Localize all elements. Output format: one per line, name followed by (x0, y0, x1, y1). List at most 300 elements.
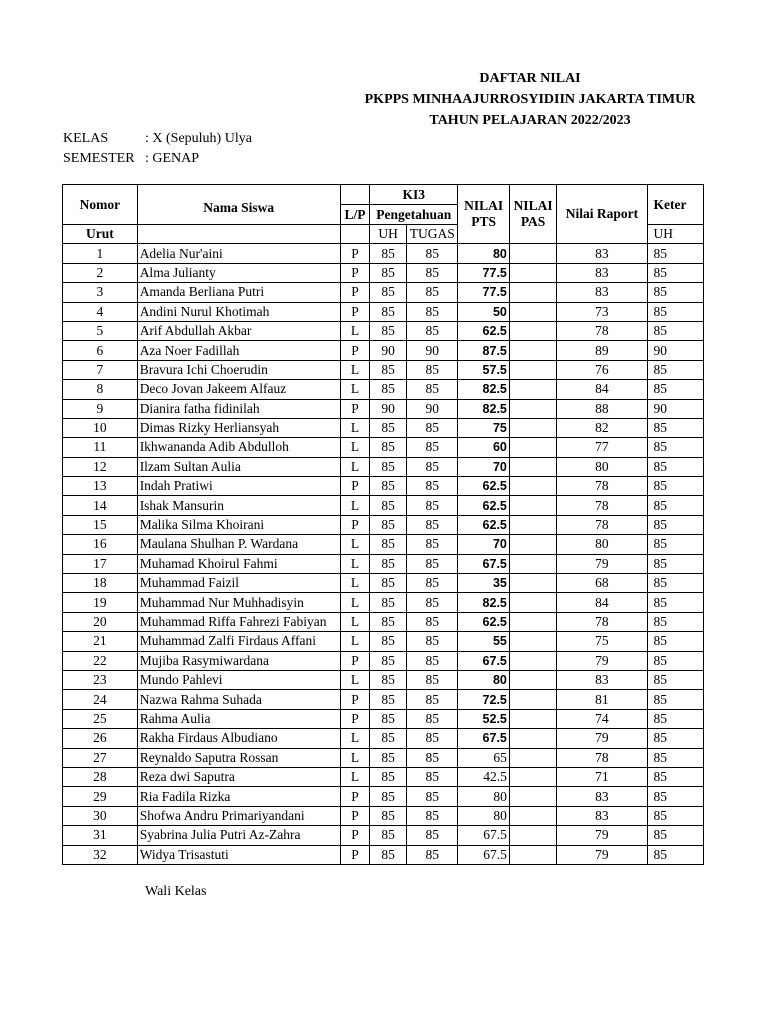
kelas-value: : X (Sepuluh) Ulya (145, 131, 252, 146)
cell-nilai-pts: 75 (458, 418, 509, 437)
cell-nomor: 25 (63, 709, 138, 728)
cell-nama-siswa: Shofwa Andru Primariyandani (137, 806, 340, 825)
cell-nama-siswa: Deco Jovan Jakeem Alfauz (137, 380, 340, 399)
cell-nilai-pts: 65 (458, 748, 509, 767)
table-row (63, 496, 704, 515)
cell-keterampilan-uh: 85 (647, 690, 703, 709)
cell-keterampilan-uh: 85 (647, 767, 703, 786)
cell-tugas: 85 (407, 651, 458, 670)
cell-nilai-pts: 67.5 (458, 651, 509, 670)
cell-nomor: 3 (63, 283, 138, 302)
cell-nama-siswa: Ikhwananda Adib Abdulloh (137, 438, 340, 457)
cell-nilai-pas (509, 787, 556, 806)
cell-nama-siswa: Rahma Aulia (137, 709, 340, 728)
cell-lp: L (340, 418, 369, 437)
title-line-2: PKPPS MINHAAJURROSYIDIIN JAKARTA TIMUR (364, 92, 696, 107)
cell-nilai-pas (509, 845, 556, 864)
cell-tugas: 85 (407, 845, 458, 864)
cell-nomor: 12 (63, 457, 138, 476)
cell-nomor: 19 (63, 593, 138, 612)
cell-nilai-raport: 75 (557, 632, 647, 651)
table-row (63, 806, 704, 825)
cell-nilai-pts: 67.5 (458, 845, 509, 864)
semester-value: : GENAP (145, 151, 200, 166)
document-title (300, 68, 760, 131)
cell-nilai-raport: 78 (557, 477, 647, 496)
cell-nilai-pas (509, 399, 556, 418)
cell-keterampilan-uh: 85 (647, 302, 703, 321)
cell-lp: P (340, 283, 369, 302)
table-row (63, 845, 704, 864)
grades-table-body (63, 244, 704, 865)
cell-lp: L (340, 457, 369, 476)
cell-nomor: 14 (63, 496, 138, 515)
cell-nilai-pts: 80 (458, 806, 509, 825)
cell-nama-siswa: Reynaldo Saputra Rossan (137, 748, 340, 767)
cell-nilai-pts: 67.5 (458, 729, 509, 748)
cell-nilai-pts: 80 (458, 244, 509, 263)
cell-nilai-pas (509, 535, 556, 554)
cell-nama-siswa: Reza dwi Saputra (137, 767, 340, 786)
cell-nilai-pts: 62.5 (458, 321, 509, 340)
cell-nilai-raport: 88 (557, 399, 647, 418)
cell-tugas: 85 (407, 477, 458, 496)
cell-nilai-pts: 57.5 (458, 360, 509, 379)
cell-keterampilan-uh: 85 (647, 360, 703, 379)
cell-keterampilan-uh: 85 (647, 380, 703, 399)
cell-nama-siswa: Mundo Pahlevi (137, 670, 340, 689)
header-nilai-raport: Nilai Raport (557, 185, 647, 244)
cell-lp: P (340, 787, 369, 806)
header-urut: Urut (63, 225, 138, 244)
cell-nama-siswa: Aza Noer Fadillah (137, 341, 340, 360)
cell-nomor: 28 (63, 767, 138, 786)
cell-nomor: 32 (63, 845, 138, 864)
cell-uh: 85 (370, 302, 407, 321)
cell-tugas: 85 (407, 767, 458, 786)
cell-nama-siswa: Muhammad Riffa Fahrezi Fabiyan (137, 612, 340, 631)
header-nilai-pas: NILAI PAS (509, 185, 556, 244)
cell-uh: 85 (370, 380, 407, 399)
table-row (63, 399, 704, 418)
cell-keterampilan-uh: 90 (647, 341, 703, 360)
cell-nilai-raport: 73 (557, 302, 647, 321)
cell-lp: P (340, 826, 369, 845)
cell-tugas: 90 (407, 399, 458, 418)
cell-nilai-raport: 83 (557, 263, 647, 282)
cell-keterampilan-uh: 85 (647, 515, 703, 534)
cell-nilai-pas (509, 574, 556, 593)
semester-row (63, 149, 252, 169)
header-empty-nama (137, 225, 340, 244)
cell-nilai-pas (509, 709, 556, 728)
cell-uh: 85 (370, 593, 407, 612)
cell-keterampilan-uh: 85 (647, 244, 703, 263)
cell-lp: L (340, 748, 369, 767)
cell-keterampilan-uh: 85 (647, 418, 703, 437)
cell-nilai-pas (509, 244, 556, 263)
table-row (63, 341, 704, 360)
cell-lp: P (340, 399, 369, 418)
cell-nomor: 23 (63, 670, 138, 689)
cell-uh: 85 (370, 515, 407, 534)
cell-keterampilan-uh: 85 (647, 574, 703, 593)
cell-lp: L (340, 438, 369, 457)
table-row (63, 477, 704, 496)
cell-nomor: 20 (63, 612, 138, 631)
cell-keterampilan-uh: 85 (647, 826, 703, 845)
cell-nama-siswa: Bravura Ichi Choerudin (137, 360, 340, 379)
cell-keterampilan-uh: 85 (647, 748, 703, 767)
cell-lp: P (340, 690, 369, 709)
cell-nilai-raport: 76 (557, 360, 647, 379)
cell-nomor: 17 (63, 554, 138, 573)
cell-nilai-pas (509, 283, 556, 302)
cell-lp: P (340, 244, 369, 263)
cell-nilai-pts: 60 (458, 438, 509, 457)
cell-keterampilan-uh: 85 (647, 263, 703, 282)
cell-lp: L (340, 612, 369, 631)
cell-nilai-raport: 79 (557, 651, 647, 670)
cell-nilai-pas (509, 729, 556, 748)
cell-tugas: 85 (407, 515, 458, 534)
cell-nilai-pts: 70 (458, 535, 509, 554)
cell-tugas: 85 (407, 438, 458, 457)
cell-nilai-pas (509, 554, 556, 573)
cell-uh: 85 (370, 748, 407, 767)
cell-nilai-pas (509, 690, 556, 709)
cell-lp: P (340, 263, 369, 282)
cell-nomor: 30 (63, 806, 138, 825)
cell-uh: 85 (370, 767, 407, 786)
cell-nilai-raport: 84 (557, 380, 647, 399)
cell-keterampilan-uh: 85 (647, 283, 703, 302)
cell-lp: L (340, 670, 369, 689)
cell-tugas: 85 (407, 632, 458, 651)
cell-nama-siswa: Muhamad Khoirul Fahmi (137, 554, 340, 573)
cell-nama-siswa: Ria Fadila Rizka (137, 787, 340, 806)
cell-uh: 85 (370, 457, 407, 476)
cell-keterampilan-uh: 85 (647, 709, 703, 728)
cell-nilai-pas (509, 302, 556, 321)
cell-nama-siswa: Arif Abdullah Akbar (137, 321, 340, 340)
cell-keterampilan-uh: 85 (647, 321, 703, 340)
cell-nilai-pts: 62.5 (458, 515, 509, 534)
table-row (63, 574, 704, 593)
table-row (63, 709, 704, 728)
cell-keterampilan-uh: 85 (647, 729, 703, 748)
wali-kelas-label: Wali Kelas (145, 884, 207, 899)
cell-tugas: 85 (407, 787, 458, 806)
cell-uh: 90 (370, 341, 407, 360)
cell-nilai-pas (509, 360, 556, 379)
cell-keterampilan-uh: 85 (647, 438, 703, 457)
cell-nilai-pts: 42.5 (458, 767, 509, 786)
cell-keterampilan-uh: 85 (647, 535, 703, 554)
grades-table-container (62, 184, 704, 874)
table-row (63, 670, 704, 689)
cell-nama-siswa: Nazwa Rahma Suhada (137, 690, 340, 709)
cell-nomor: 26 (63, 729, 138, 748)
cell-nomor: 27 (63, 748, 138, 767)
header-empty-lp (340, 225, 369, 244)
cell-uh: 85 (370, 670, 407, 689)
cell-nomor: 13 (63, 477, 138, 496)
cell-uh: 85 (370, 612, 407, 631)
header-lp-spacer (340, 185, 369, 205)
cell-uh: 85 (370, 826, 407, 845)
cell-nilai-raport: 71 (557, 767, 647, 786)
cell-uh: 85 (370, 787, 407, 806)
cell-uh: 85 (370, 574, 407, 593)
table-row (63, 515, 704, 534)
cell-nomor: 8 (63, 380, 138, 399)
cell-nilai-raport: 78 (557, 321, 647, 340)
cell-nama-siswa: Alma Julianty (137, 263, 340, 282)
table-row (63, 283, 704, 302)
cell-nomor: 29 (63, 787, 138, 806)
cell-nama-siswa: Andini Nurul Khotimah (137, 302, 340, 321)
cell-tugas: 85 (407, 380, 458, 399)
title-line-1: DAFTAR NILAI (479, 71, 581, 86)
cell-tugas: 85 (407, 748, 458, 767)
cell-lp: L (340, 729, 369, 748)
cell-nomor: 7 (63, 360, 138, 379)
cell-nilai-pas (509, 457, 556, 476)
table-row (63, 380, 704, 399)
cell-nomor: 22 (63, 651, 138, 670)
table-row (63, 612, 704, 631)
cell-nilai-raport: 83 (557, 787, 647, 806)
cell-uh: 85 (370, 554, 407, 573)
cell-lp: P (340, 709, 369, 728)
cell-uh: 85 (370, 418, 407, 437)
table-row (63, 632, 704, 651)
header-ki3: KI3 (370, 185, 458, 205)
cell-tugas: 85 (407, 806, 458, 825)
cell-nilai-pts: 80 (458, 670, 509, 689)
cell-nilai-raport: 84 (557, 593, 647, 612)
cell-nomor: 6 (63, 341, 138, 360)
cell-nama-siswa: Dianira fatha fidinilah (137, 399, 340, 418)
cell-tugas: 85 (407, 709, 458, 728)
table-row (63, 748, 704, 767)
cell-uh: 85 (370, 438, 407, 457)
cell-lp: P (340, 477, 369, 496)
cell-nilai-pas (509, 651, 556, 670)
cell-keterampilan-uh: 85 (647, 496, 703, 515)
cell-nilai-raport: 83 (557, 244, 647, 263)
cell-nilai-pts: 67.5 (458, 826, 509, 845)
cell-nilai-pas (509, 341, 556, 360)
cell-nama-siswa: Indah Pratiwi (137, 477, 340, 496)
cell-tugas: 85 (407, 593, 458, 612)
cell-nilai-raport: 77 (557, 438, 647, 457)
cell-uh: 85 (370, 651, 407, 670)
cell-lp: L (340, 380, 369, 399)
header-lp: L/P (340, 205, 369, 225)
cell-nilai-pts: 70 (458, 457, 509, 476)
cell-nilai-pts: 77.5 (458, 283, 509, 302)
cell-lp: L (340, 593, 369, 612)
cell-keterampilan-uh: 85 (647, 593, 703, 612)
header-nomor: Nomor (63, 185, 138, 225)
cell-nama-siswa: Mujiba Rasymiwardana (137, 651, 340, 670)
cell-nilai-raport: 83 (557, 806, 647, 825)
cell-keterampilan-uh: 85 (647, 612, 703, 631)
header-uh-keterampilan: UH (647, 225, 703, 244)
cell-nilai-raport: 80 (557, 457, 647, 476)
header-keterampilan: Keter (647, 185, 703, 225)
cell-lp: P (340, 845, 369, 864)
cell-nilai-pts: 82.5 (458, 380, 509, 399)
cell-tugas: 85 (407, 283, 458, 302)
cell-nilai-pts: 87.5 (458, 341, 509, 360)
cell-keterampilan-uh: 85 (647, 554, 703, 573)
cell-nilai-raport: 78 (557, 515, 647, 534)
cell-nama-siswa: Muhammad Nur Muhhadisyin (137, 593, 340, 612)
cell-nilai-raport: 78 (557, 748, 647, 767)
cell-nama-siswa: Widya Trisastuti (137, 845, 340, 864)
cell-tugas: 85 (407, 418, 458, 437)
cell-lp: P (340, 341, 369, 360)
cell-lp: L (340, 321, 369, 340)
cell-nomor: 15 (63, 515, 138, 534)
cell-nomor: 21 (63, 632, 138, 651)
cell-tugas: 85 (407, 263, 458, 282)
cell-nama-siswa: Syabrina Julia Putri Az-Zahra (137, 826, 340, 845)
cell-lp: P (340, 515, 369, 534)
cell-nilai-pas (509, 612, 556, 631)
cell-lp: L (340, 554, 369, 573)
cell-nomor: 9 (63, 399, 138, 418)
cell-uh: 85 (370, 321, 407, 340)
header-tugas: TUGAS (407, 225, 458, 244)
cell-uh: 85 (370, 709, 407, 728)
cell-uh: 85 (370, 263, 407, 282)
table-row (63, 321, 704, 340)
cell-nilai-pas (509, 670, 556, 689)
cell-nilai-pts: 67.5 (458, 554, 509, 573)
grades-table (62, 184, 704, 865)
cell-lp: L (340, 632, 369, 651)
cell-nilai-raport: 74 (557, 709, 647, 728)
cell-lp: L (340, 496, 369, 515)
cell-nilai-pas (509, 826, 556, 845)
cell-tugas: 85 (407, 670, 458, 689)
cell-nomor: 24 (63, 690, 138, 709)
cell-uh: 85 (370, 244, 407, 263)
cell-nama-siswa: Muhammad Faizil (137, 574, 340, 593)
cell-tugas: 85 (407, 612, 458, 631)
table-row (63, 729, 704, 748)
cell-nilai-raport: 81 (557, 690, 647, 709)
cell-nama-siswa: Dimas Rizky Herliansyah (137, 418, 340, 437)
cell-nilai-pas (509, 593, 556, 612)
cell-keterampilan-uh: 90 (647, 399, 703, 418)
table-row (63, 690, 704, 709)
cell-nilai-raport: 79 (557, 554, 647, 573)
cell-nilai-raport: 78 (557, 496, 647, 515)
cell-uh: 90 (370, 399, 407, 418)
cell-nomor: 2 (63, 263, 138, 282)
cell-nilai-raport: 79 (557, 729, 647, 748)
cell-lp: P (340, 806, 369, 825)
cell-uh: 85 (370, 806, 407, 825)
cell-nomor: 11 (63, 438, 138, 457)
cell-nilai-pas (509, 767, 556, 786)
table-row (63, 535, 704, 554)
cell-uh: 85 (370, 690, 407, 709)
cell-tugas: 85 (407, 826, 458, 845)
cell-tugas: 85 (407, 535, 458, 554)
cell-nilai-pts: 62.5 (458, 612, 509, 631)
cell-tugas: 85 (407, 244, 458, 263)
cell-nama-siswa: Muhammad Zalfi Firdaus Affani (137, 632, 340, 651)
class-info (63, 129, 252, 169)
table-row (63, 554, 704, 573)
cell-nilai-pas (509, 477, 556, 496)
table-row (63, 651, 704, 670)
cell-nilai-pts: 35 (458, 574, 509, 593)
cell-uh: 85 (370, 360, 407, 379)
cell-nomor: 1 (63, 244, 138, 263)
table-row (63, 263, 704, 282)
cell-keterampilan-uh: 85 (647, 845, 703, 864)
cell-keterampilan-uh: 85 (647, 477, 703, 496)
cell-tugas: 85 (407, 360, 458, 379)
cell-nilai-pts: 82.5 (458, 399, 509, 418)
cell-nama-siswa: Maulana Shulhan P. Wardana (137, 535, 340, 554)
cell-nilai-pas (509, 263, 556, 282)
cell-lp: L (340, 767, 369, 786)
cell-tugas: 85 (407, 457, 458, 476)
cell-tugas: 85 (407, 574, 458, 593)
cell-nilai-raport: 83 (557, 670, 647, 689)
cell-nilai-raport: 79 (557, 826, 647, 845)
cell-nilai-pas (509, 496, 556, 515)
cell-uh: 85 (370, 632, 407, 651)
cell-nomor: 10 (63, 418, 138, 437)
table-row (63, 438, 704, 457)
cell-nilai-raport: 78 (557, 612, 647, 631)
cell-uh: 85 (370, 477, 407, 496)
cell-nilai-pas (509, 632, 556, 651)
cell-tugas: 85 (407, 729, 458, 748)
cell-tugas: 85 (407, 690, 458, 709)
header-nilai-pts: NILAI PTS (458, 185, 509, 244)
cell-keterampilan-uh: 85 (647, 651, 703, 670)
cell-uh: 85 (370, 283, 407, 302)
cell-nilai-raport: 82 (557, 418, 647, 437)
cell-nama-siswa: Malika Silma Khoirani (137, 515, 340, 534)
cell-nomor: 18 (63, 574, 138, 593)
cell-tugas: 85 (407, 554, 458, 573)
cell-nilai-pts: 52.5 (458, 709, 509, 728)
cell-nilai-pts: 72.5 (458, 690, 509, 709)
cell-keterampilan-uh: 85 (647, 457, 703, 476)
table-row (63, 826, 704, 845)
cell-nilai-pas (509, 515, 556, 534)
cell-nilai-pts: 80 (458, 787, 509, 806)
cell-keterampilan-uh: 85 (647, 632, 703, 651)
header-pengetahuan: Pengetahuan (370, 205, 458, 225)
cell-tugas: 90 (407, 341, 458, 360)
title-line-3: TAHUN PELAJARAN 2022/2023 (429, 113, 631, 128)
kelas-row (63, 129, 252, 149)
cell-nama-siswa: Rakha Firdaus Albudiano (137, 729, 340, 748)
cell-nilai-raport: 83 (557, 283, 647, 302)
